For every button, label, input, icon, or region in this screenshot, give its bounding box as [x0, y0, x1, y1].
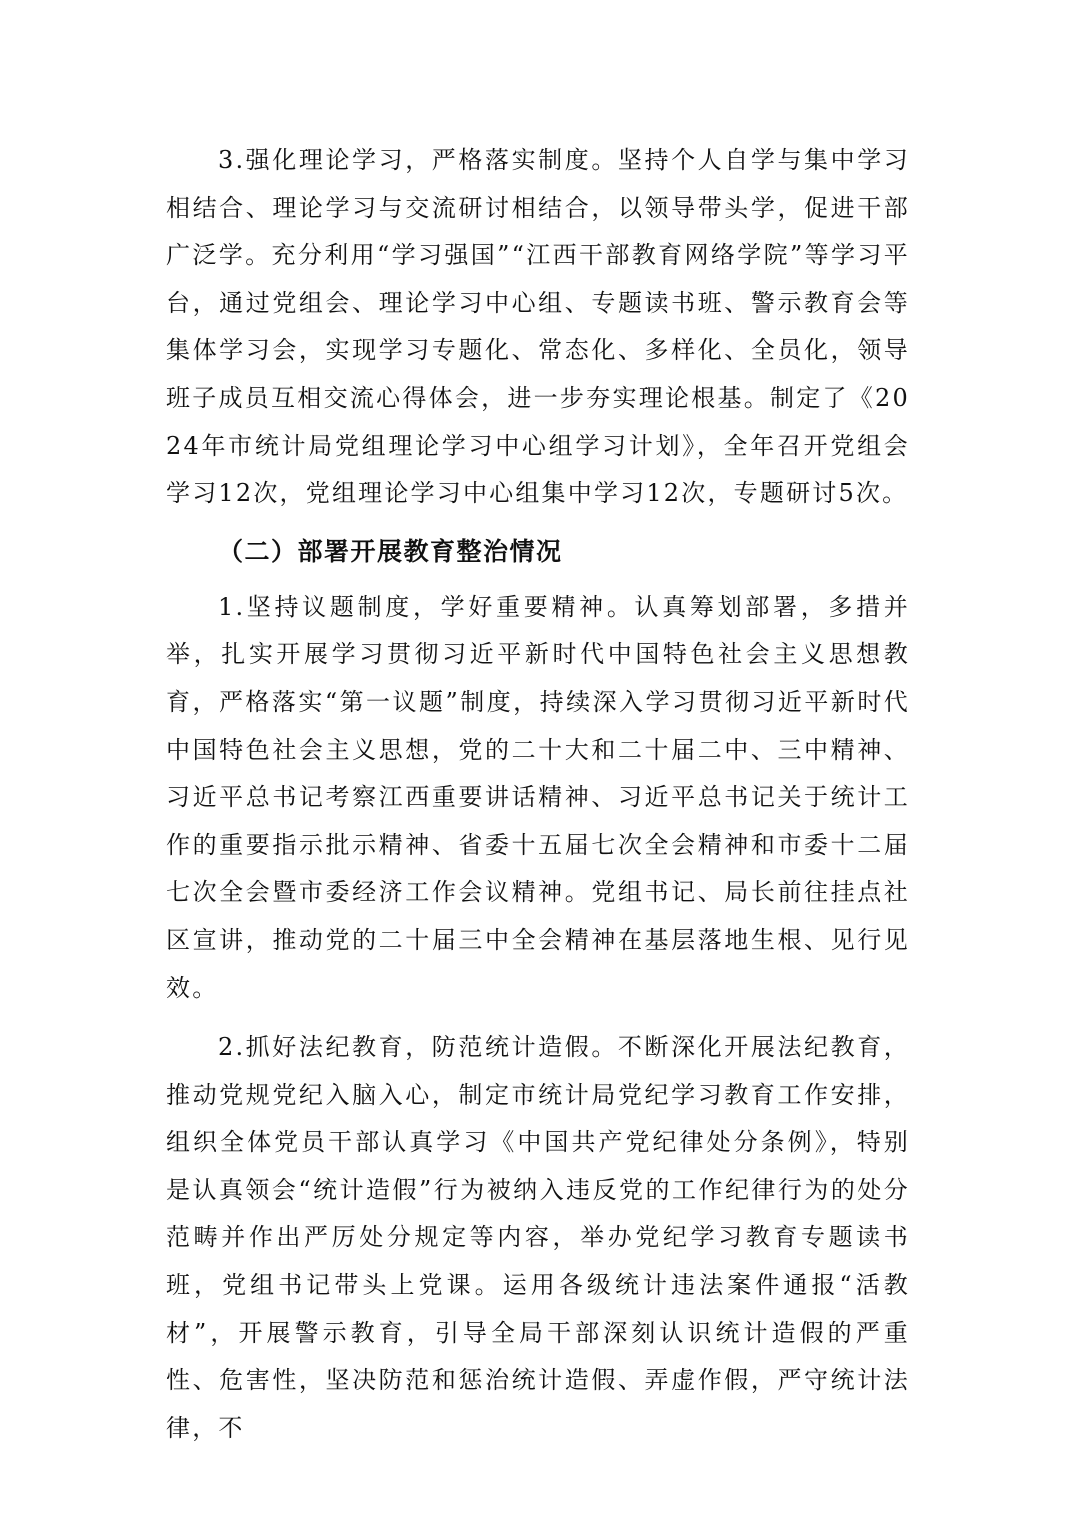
section-heading: （二）部署开展教育整治情况 [218, 536, 563, 566]
paragraph-theory-study: 3.强化理论学习，严格落实制度。坚持个人自学与集中学习相结合、理论学习与交流研讨相结合，以领导带头学，促进干部广泛学。充分利用“学习强国”“江西干部教育网络学院”等学习平台，通过党组会、理论学习中心组、专题读书班、警示教育会等集体学习会，实现学习专题化、常态化、多样化、全员化，领导班子成员互相交流心得体会，进一步夯实理论根基。制定了《2024年市统计局党组理论学习中心组学习计划》，全年召开党组会学习12次，党组理论学习中心组集中学习12次，专题研讨5次。 [166, 146, 910, 508]
paragraph-spacer [166, 1012, 910, 1024]
paragraph-discipline-education: 2.抓好法纪教育，防范统计造假。不断深化开展法纪教育，推动党规党纪入脑入心，制定市统计局党纪学习教育工作安排，组织全体党员干部认真学习《中国共产党纪律处分条例》，特别是认真领会“统计造假”行为被纳入违反党的工作纪律行为的处分范畴并作出严厉处分规定等内容，举办党纪学习教育专题读书班，党组书记带头上党课。运用各级统计违法案件通报“活教材”，开展警示教育，引导全局干部深刻认识统计造假的严重性、危害性，坚决防范和惩治统计造假、弄虚作假，严守统计法律，不 [166, 1033, 910, 1442]
paragraph-agenda-system: 1.坚持议题制度，学好重要精神。认真筹划部署，多措并举，扎实开展学习贯彻习近平新时代中国特色社会主义思想教育，严格落实“第一议题”制度，持续深入学习贯彻习近平新时代中国特色社会主义思想，党的二十大和二十届二中、三中精神、习近平总书记考察江西重要讲话精神、习近平总书记关于统计工作的重要指示批示精神、省委十五届七次全会精神和市委十二届七次全会暨市委经济工作会议精神。党组书记、局长前往挂点社区宣讲，推动党的二十届三中全会精神在基层落地生根、见行见效。 [166, 592, 910, 1002]
document-body [166, 137, 910, 1452]
